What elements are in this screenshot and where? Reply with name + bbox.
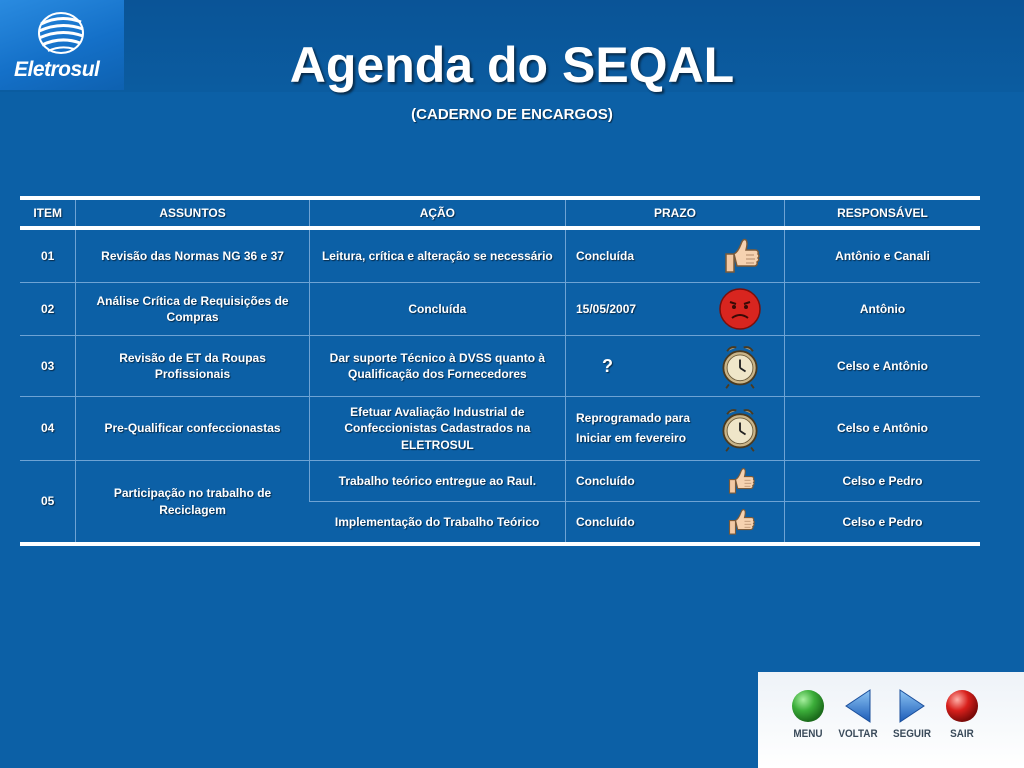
item-cell: 04 xyxy=(20,397,76,461)
voltar-button[interactable] xyxy=(830,688,886,740)
menu-button[interactable] xyxy=(780,688,836,740)
acao-cell: Concluída xyxy=(309,283,565,336)
prazo-text: 15/05/2007 xyxy=(575,301,637,316)
prazo-text: Concluído xyxy=(575,514,635,529)
responsavel-cell: Antônio xyxy=(784,283,980,336)
prazo-text: ? xyxy=(601,355,613,376)
prazo-cell xyxy=(565,336,784,397)
assunto-cell: Revisão das Normas NG 36 e 37 xyxy=(76,228,309,283)
acao-cell: Efetuar Avaliação Industrial de Confeccionistas Cadastrados na ELETROSUL xyxy=(309,397,565,461)
column-header-responsavel: RESPONSÁVEL xyxy=(784,198,980,228)
thumbs-up-icon xyxy=(722,504,758,540)
table-row xyxy=(20,283,980,336)
prazo-cell xyxy=(565,397,784,461)
responsavel-cell: Celso e Antônio xyxy=(784,397,980,461)
assunto-cell: Análise Crítica de Requisições de Compras xyxy=(76,283,309,336)
assunto-cell: Pre-Qualificar confeccionastas xyxy=(76,397,309,461)
prazo-text: Reprogramado para Iniciar em fevereiro xyxy=(575,411,691,445)
column-header-acao: AÇÃO xyxy=(309,198,565,228)
item-cell: 05 xyxy=(20,461,76,545)
responsavel-cell: Celso e Pedro xyxy=(784,461,980,502)
red-ball-icon xyxy=(944,688,980,724)
column-header-assuntos: ASSUNTOS xyxy=(76,198,309,228)
page-title: Agenda do SEQAL xyxy=(289,37,735,93)
assunto-cell: Revisão de ET da Roupas Profissionais xyxy=(76,336,309,397)
prazo-text: Concluída xyxy=(575,248,634,263)
navigation-panel xyxy=(758,672,1024,768)
responsavel-cell: Celso e Pedro xyxy=(784,502,980,545)
prazo-cell xyxy=(565,228,784,283)
item-cell: 02 xyxy=(20,283,76,336)
thumbs-up-icon xyxy=(722,463,758,499)
agenda-table xyxy=(20,196,980,546)
table-row xyxy=(20,461,980,502)
table-row xyxy=(20,397,980,461)
item-cell: 01 xyxy=(41,248,55,263)
prazo-cell xyxy=(565,283,784,336)
arrow-right-icon xyxy=(894,688,930,724)
sair-button[interactable] xyxy=(934,688,990,740)
table-header-row xyxy=(20,198,980,228)
seguir-button[interactable] xyxy=(884,688,940,740)
green-ball-icon xyxy=(790,688,826,724)
responsavel-cell: Antônio e Canali xyxy=(784,228,980,283)
voltar-label: VOLTAR xyxy=(838,728,878,740)
menu-label: MENU xyxy=(793,728,823,740)
thumbs-up-icon xyxy=(716,232,764,280)
item-cell: 03 xyxy=(20,336,76,397)
seguir-label: SEGUIR xyxy=(893,728,931,740)
table-row xyxy=(20,228,980,283)
prazo-cell xyxy=(565,461,784,502)
sad-face-icon xyxy=(716,285,764,333)
acao-cell: Implementação do Trabalho Teórico xyxy=(309,502,565,545)
column-header-item: ITEM xyxy=(20,198,76,228)
prazo-cell xyxy=(565,502,784,545)
acao-cell: Trabalho teórico entregue ao Raul. xyxy=(309,461,565,502)
table-row xyxy=(20,336,980,397)
prazo-text: Concluído xyxy=(575,473,635,488)
logo-text: Eletrosul xyxy=(14,58,100,81)
sair-label: SAIR xyxy=(950,728,974,740)
alarm-clock-icon xyxy=(716,405,764,453)
acao-cell: Dar suporte Técnico à DVSS quanto à Qualificação dos Fornecedores xyxy=(309,336,565,397)
page-subtitle: (CADERNO DE ENCARGOS) xyxy=(411,106,613,123)
acao-cell: Leitura, crítica e alteração se necessário xyxy=(309,228,565,283)
responsavel-cell: Celso e Antônio xyxy=(784,336,980,397)
assunto-cell: Participação no trabalho de Reciclagem xyxy=(76,461,309,545)
column-header-prazo: PRAZO xyxy=(565,198,784,228)
alarm-clock-icon xyxy=(716,342,764,390)
arrow-left-icon xyxy=(840,688,876,724)
